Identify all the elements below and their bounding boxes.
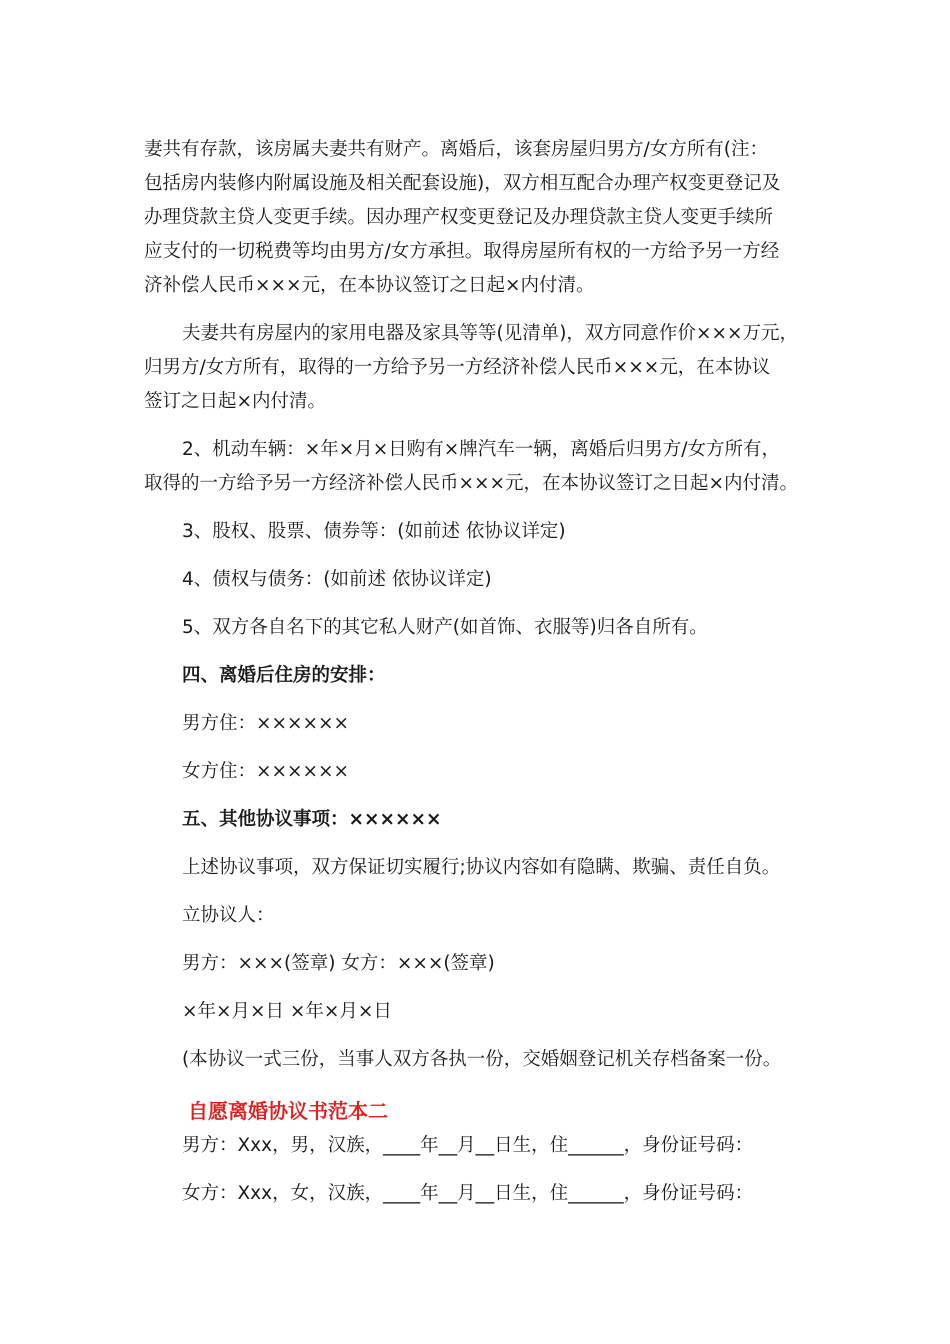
section-title: 自愿离婚协议书范本二 (188, 1099, 388, 1123)
list-item: 3、股权、股票、债券等：(如前述 依协议详定) (182, 521, 566, 542)
male-party-line: 男方：Xxx，男，汉族，____年__月__日生，住______，身份证号码： (182, 1135, 754, 1156)
male-residence: 男方住：×××××× (182, 713, 350, 734)
female-party-line: 女方：Xxx，女，汉族，____年__月__日生，住______，身份证号码： (182, 1183, 754, 1204)
female-residence: 女方住：×××××× (182, 761, 350, 782)
paragraph-line: 签订之日起×内付清。 (144, 391, 327, 412)
paragraph-line: 应支付的一切税费等均由男方/女方承担。取得房屋所有权的一方给予另一方经 (144, 241, 780, 262)
paragraph-line: 取得的一方给予另一方经济补偿人民币×××元，在本协议签订之日起×内付清。 (144, 473, 799, 494)
paragraph-line: 济补偿人民币×××元，在本协议签订之日起×内付清。 (144, 275, 595, 296)
signature-line: 男方：×××(签章) 女方：×××(签章) (182, 953, 495, 974)
section-heading: 五、其他协议事项：×××××× (182, 809, 442, 830)
paragraph-line: 办理贷款主贷人变更手续。因办理产权变更登记及办理贷款主贷人变更手续所 (144, 207, 774, 228)
paragraph-line: 夫妻共有房屋内的家用电器及家具等等(见清单)，双方同意作价×××万元， (182, 323, 798, 344)
paragraph-line: 妻共有存款，该房属夫妻共有财产。离婚后，该套房屋归男方/女方所有(注： (144, 139, 768, 160)
signers-label: 立协议人： (182, 905, 275, 926)
copies-note: (本协议一式三份，当事人双方各执一份，交婚姻登记机关存档备案一份。 (182, 1049, 782, 1070)
date-line: ×年×月×日 ×年×月×日 (182, 1001, 392, 1022)
guarantee-text: 上述协议事项，双方保证切实履行;协议内容如有隐瞒、欺骗、责任自负。 (182, 857, 781, 878)
list-item: 5、双方各自名下的其它私人财产(如首饰、衣服等)归各自所有。 (182, 617, 708, 638)
paragraph-line: 归男方/女方所有，取得的一方给予另一方经济补偿人民币×××元，在本协议 (144, 357, 771, 378)
paragraph-line: 2、机动车辆：×年×月×日购有×牌汽车一辆，离婚后归男方/女方所有， (182, 439, 781, 460)
paragraph-line: 包括房内装修内附属设施及相关配套设施)，双方相互配合办理产权变更登记及 (144, 173, 781, 194)
section-heading: 四、离婚后住房的安排： (182, 665, 386, 686)
list-item: 4、债权与债务：(如前述 依协议详定) (182, 569, 492, 590)
